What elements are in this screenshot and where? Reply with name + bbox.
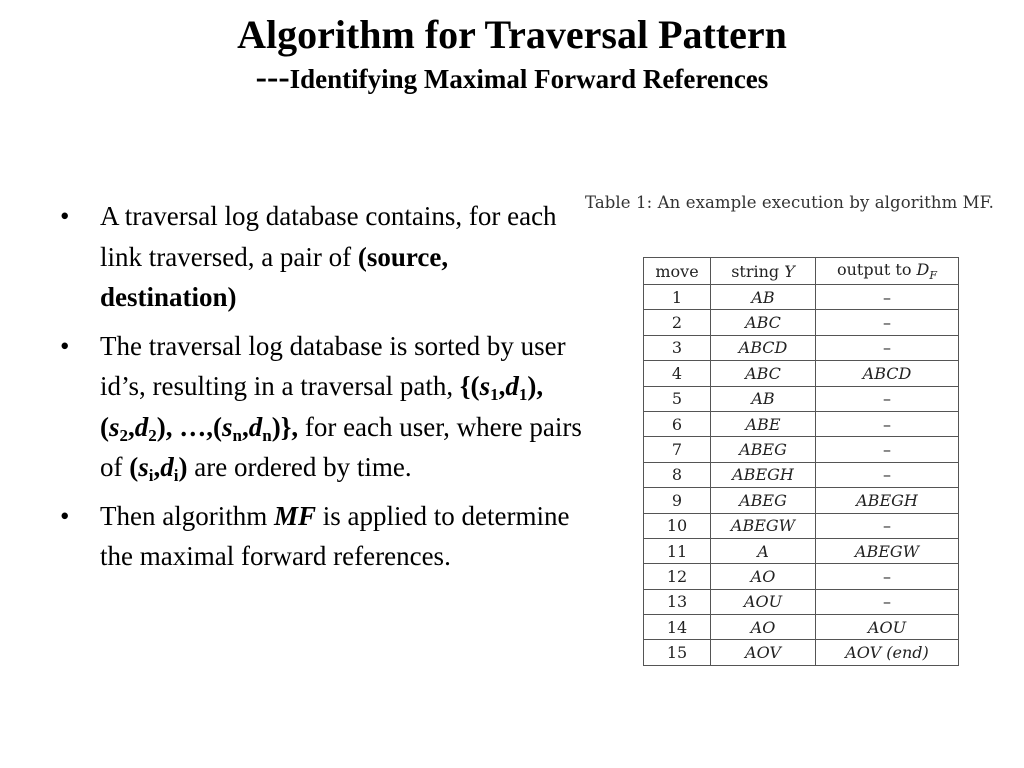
path-s2-sub: 2: [119, 425, 129, 445]
cell-string: ABC: [711, 361, 816, 386]
cell-output: –: [816, 589, 959, 614]
cell-move: 1: [644, 285, 711, 310]
subtitle-dashes: ---: [255, 59, 290, 96]
cell-move: 9: [644, 488, 711, 513]
table-row: [644, 513, 959, 538]
cell-string: ABEGW: [711, 513, 816, 538]
bullet-2-pre: The traversal log database is sorted by user id’s, resulting in a traversal path,: [100, 330, 566, 401]
table-row: [644, 462, 959, 487]
bullet-dot-icon: •: [60, 330, 70, 361]
table-row: [644, 386, 959, 411]
mf-execution-table: [643, 257, 959, 666]
cell-string: AO: [711, 615, 816, 640]
bullet-list: [58, 196, 590, 585]
table-row: [644, 589, 959, 614]
cell-move: 3: [644, 335, 711, 360]
cell-move: 8: [644, 462, 711, 487]
cell-string: ABEG: [711, 437, 816, 462]
cell-string: AO: [711, 564, 816, 589]
bullet-2-mid: for each user, where pairs of: [100, 411, 582, 482]
path-s2: s: [109, 411, 120, 442]
path-sn-sub: n: [232, 425, 242, 445]
table-row: [644, 488, 959, 513]
title-subtitle: [0, 60, 1024, 97]
header-string-var: Y: [784, 261, 795, 281]
cell-output: –: [816, 437, 959, 462]
bullet-item-3: [58, 496, 590, 577]
cell-string: AB: [711, 386, 816, 411]
cell-string: AOU: [711, 589, 816, 614]
bullet-1-bold: (source, destination): [100, 241, 449, 312]
path-sn: s: [222, 411, 233, 442]
path-comma-2: ,: [128, 411, 135, 442]
bullet-dot-icon: •: [60, 500, 70, 531]
pair-s-sub: i: [148, 466, 154, 485]
path-comma-3: ,: [241, 411, 249, 442]
cell-output: AOU: [816, 615, 959, 640]
table-row: [644, 361, 959, 386]
cell-string: AOV: [711, 640, 816, 665]
cell-string: AB: [711, 285, 816, 310]
pair-comma: ,: [153, 452, 161, 482]
table-row: [644, 437, 959, 462]
cell-move: 14: [644, 615, 711, 640]
path-open: {(: [459, 371, 480, 401]
cell-move: 13: [644, 589, 711, 614]
pair-close: ): [178, 452, 188, 482]
header-output-var: D: [916, 259, 930, 279]
cell-string: ABEG: [711, 488, 816, 513]
table-row: [644, 411, 959, 436]
cell-string: ABEGH: [711, 462, 816, 487]
path-dn: d: [248, 411, 263, 442]
pair-open: (: [129, 452, 139, 482]
bullet-1-text: A traversal log database contains, for each link traversed, a pair of: [100, 201, 557, 272]
bullet-3-post: is applied to determine the maximal forward references.: [100, 500, 570, 571]
path-close: )},: [271, 411, 299, 442]
table-row: [644, 564, 959, 589]
cell-output: –: [816, 335, 959, 360]
cell-string: ABCD: [711, 335, 816, 360]
table-caption: Table 1: An example execution by algorithm MF.: [585, 193, 994, 212]
cell-output: –: [816, 564, 959, 589]
cell-move: 4: [644, 361, 711, 386]
cell-string: ABC: [711, 310, 816, 335]
cell-move: 5: [644, 386, 711, 411]
header-output-label: output to: [836, 259, 917, 279]
path-d2-sub: 2: [148, 425, 157, 445]
table-row: [644, 615, 959, 640]
path-d2: d: [134, 411, 149, 442]
table-header-row: [644, 258, 959, 285]
path-d1: d: [505, 371, 519, 401]
cell-string: ABE: [711, 411, 816, 436]
bullet-3-algorithm-name: MF: [273, 500, 316, 531]
path-s1: s: [479, 371, 491, 401]
cell-output: AOV (end): [816, 640, 959, 665]
cell-output: –: [816, 285, 959, 310]
title-main: Algorithm for Traversal Pattern: [237, 12, 787, 57]
subtitle-text: Identifying Maximal Forward References: [289, 64, 769, 94]
path-dn-sub: n: [262, 425, 272, 445]
pair-formula: [129, 452, 188, 485]
path-separator-2: ), …,(: [156, 411, 222, 442]
cell-output: –: [816, 462, 959, 487]
header-output-sub: F: [929, 269, 938, 283]
cell-move: 7: [644, 437, 711, 462]
cell-move: 2: [644, 310, 711, 335]
cell-string: A: [711, 538, 816, 563]
table-row: [644, 538, 959, 563]
cell-output: –: [816, 411, 959, 436]
table-body: [644, 285, 959, 666]
table-row: [644, 285, 959, 310]
cell-output: –: [816, 513, 959, 538]
cell-output: ABEGW: [816, 538, 959, 563]
bullet-3-pre: Then algorithm: [100, 500, 274, 531]
pair-d-sub: i: [173, 466, 179, 485]
cell-move: 6: [644, 411, 711, 436]
cell-move: 10: [644, 513, 711, 538]
bullet-dot-icon: •: [60, 201, 70, 231]
header-string: [711, 258, 816, 285]
path-d1-sub: 1: [518, 385, 528, 404]
path-s1-sub: 1: [490, 385, 499, 404]
slide-title: [0, 12, 1024, 97]
cell-move: 15: [644, 640, 711, 665]
cell-output: –: [816, 386, 959, 411]
pair-s: s: [138, 452, 149, 482]
table-row: [644, 310, 959, 335]
cell-output: –: [816, 310, 959, 335]
cell-move: 12: [644, 564, 711, 589]
header-string-label: string: [731, 261, 785, 281]
bullet-2-post: are ordered by time.: [187, 452, 412, 482]
cell-output: ABCD: [816, 361, 959, 386]
table-row: [644, 335, 959, 360]
table-row: [644, 640, 959, 665]
bullet-item-1: [58, 196, 590, 318]
bullet-item-2: [58, 326, 590, 488]
path-comma-1: ,: [498, 371, 506, 401]
cell-move: 11: [644, 538, 711, 563]
header-output: [816, 258, 959, 285]
cell-output: ABEGH: [816, 488, 959, 513]
path-separator-1: ),(: [100, 371, 544, 442]
pair-d: d: [160, 452, 174, 482]
header-move: move: [644, 258, 711, 285]
